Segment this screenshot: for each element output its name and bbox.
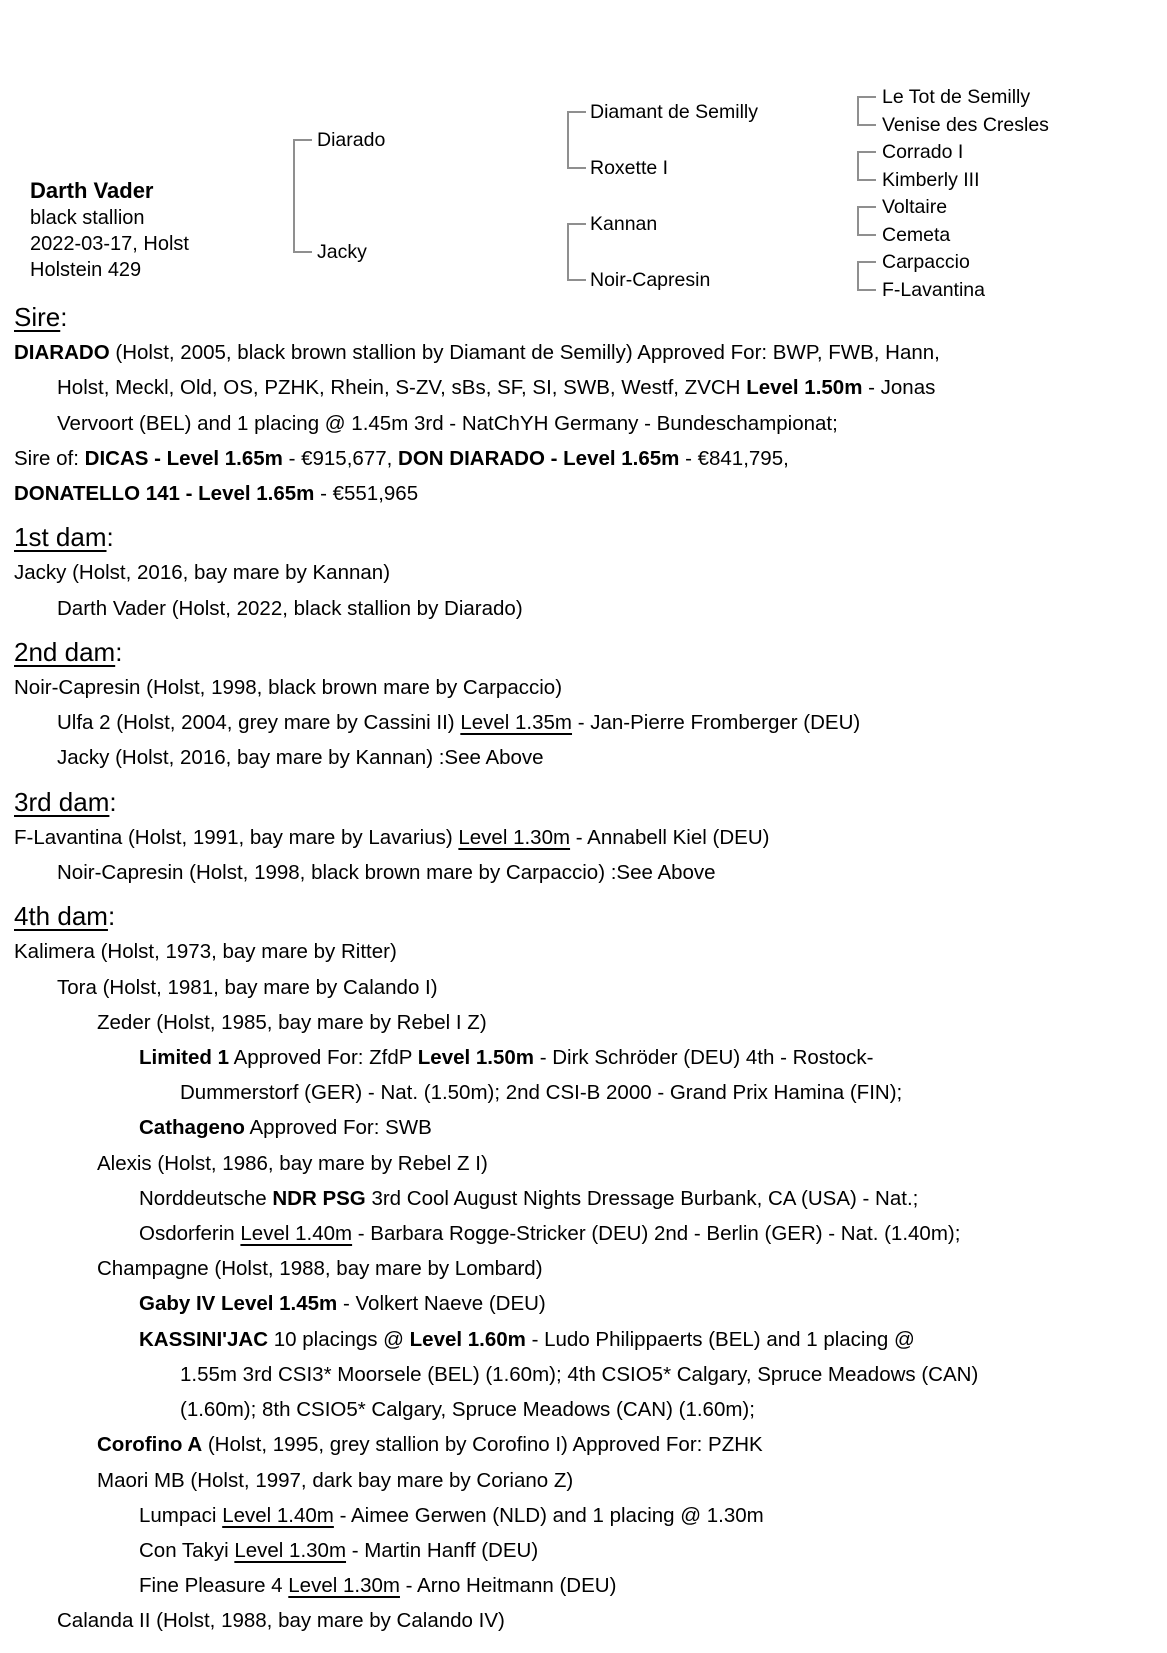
tree-bracket (857, 206, 876, 236)
section-heading (14, 785, 1164, 820)
text-run: KASSINI'JAC (139, 1327, 269, 1351)
subject-block (30, 176, 189, 283)
text-run: Dummerstorf (GER) - Nat. (1.50m); 2nd CSI-B 2000 - Grand Prix Hamina (FIN); (180, 1081, 903, 1105)
tree-bracket (567, 111, 586, 169)
text-run: - Annabell Kiel (DEU) (570, 825, 770, 849)
text-run: DIARADO (14, 341, 110, 365)
text-run: - €841,795, (679, 446, 789, 470)
body-line (14, 555, 1164, 590)
body-line (14, 406, 1164, 441)
text-run: Vervoort (BEL) and 1 placing @ 1.45m 3rd - NatChYH Germany - Bundeschampionat; (57, 411, 838, 435)
text-run: 3rd dam (14, 786, 110, 817)
text-run: Level 1.40m (222, 1503, 334, 1527)
text-run: - Aimee Gerwen (NLD) and 1 placing @ 1.30m (333, 1503, 764, 1527)
text-run: Level 1.40m (240, 1222, 353, 1246)
subject-registry: Holstein 429 (30, 259, 142, 281)
pedigree-tree (0, 0, 1167, 310)
tree-node: Roxette I (590, 157, 669, 179)
text-run: Kalimera (Holst, 1973, bay mare by Ritter) (14, 940, 397, 964)
body-line (14, 1603, 1164, 1638)
subject-name: Darth Vader (30, 178, 154, 203)
text-run: - Martin Hanff (DEU) (346, 1538, 539, 1562)
section-heading (14, 635, 1164, 670)
body-line (14, 970, 1164, 1005)
tree-node: Cemeta (882, 223, 951, 246)
text-run: 1.55m 3rd CSI3* Moorsele (BEL) (1.60m); 4th CSIO5* Calgary, Spruce Meadows (CAN) (180, 1362, 979, 1386)
text-run: (Holst, 1995, grey stallion by Corofino I) Approved For: PZHK (202, 1433, 763, 1457)
tree-node: Kannan (590, 213, 658, 235)
body-line (14, 820, 1164, 855)
text-run: NDR PSG (272, 1186, 366, 1210)
body-line (14, 1040, 1164, 1075)
tree-node: F-Lavantina (882, 278, 985, 301)
text-run: Level 1.30m (288, 1574, 400, 1598)
body-line (14, 370, 1164, 405)
tree-node: Kimberly III (882, 168, 980, 191)
text-run: Level 1.60m (409, 1327, 526, 1351)
tree-node: Venise des Cresles (882, 113, 1049, 136)
text-run: Osdorferin (139, 1222, 241, 1246)
tree-bracket (293, 139, 312, 253)
tree-node: Carpaccio (882, 251, 970, 273)
text-run: : (109, 786, 117, 817)
body-line (14, 705, 1164, 740)
tree-bracket (857, 261, 876, 291)
text-run: - Barbara Rogge-Stricker (DEU) 2nd - Berlin (GER) - Nat. (1.40m); (352, 1222, 961, 1246)
body-line (14, 441, 1164, 476)
text-run: Gaby IV Level 1.45m (139, 1292, 338, 1316)
body-line (14, 1005, 1164, 1040)
body-line (14, 1075, 1164, 1110)
body-line (14, 740, 1164, 775)
tree-bracket (857, 96, 876, 126)
text-run: Alexis (Holst, 1986, bay mare by Rebel Z I) (97, 1151, 488, 1175)
tree-bracket (857, 151, 876, 181)
text-run: Limited 1 (139, 1046, 229, 1070)
text-run: DICAS - Level 1.65m (84, 446, 283, 470)
text-run: Norddeutsche (139, 1186, 273, 1210)
section-heading (14, 520, 1164, 555)
text-run: DONATELLO 141 - Level 1.65m (14, 482, 315, 506)
body-line (14, 1146, 1164, 1181)
text-run: Approved For: SWB (244, 1116, 432, 1140)
text-run: - Jan-Pierre Fromberger (DEU) (572, 711, 861, 735)
tree-bracket (567, 223, 586, 281)
body-line (14, 1181, 1164, 1216)
text-run: Jacky (Holst, 2016, bay mare by Kannan) (14, 561, 391, 585)
body-line (14, 1251, 1164, 1286)
body-line (14, 1110, 1164, 1145)
tree-node: Noir-Capresin (590, 269, 711, 291)
section-heading (14, 300, 1164, 335)
text-run: Level 1.50m (746, 376, 863, 400)
tree-node: Diamant de Semilly (590, 101, 758, 123)
text-run: Maori MB (Holst, 1997, dark bay mare by Coriano Z) (97, 1468, 574, 1492)
text-run: - €551,965 (314, 482, 419, 506)
text-run: - Volkert Naeve (DEU) (337, 1292, 546, 1316)
text-run: : (115, 636, 123, 667)
body-line (14, 1322, 1164, 1357)
body-line (14, 1498, 1164, 1533)
text-run: Sire of: (14, 446, 85, 470)
text-run: 10 placings @ (268, 1327, 410, 1351)
text-run: Tora (Holst, 1981, bay mare by Calando I) (57, 975, 438, 999)
subject-birth: 2022-03-17, Holst (30, 233, 189, 255)
text-run: Corofino A (97, 1433, 203, 1457)
text-run: - Dirk Schröder (DEU) 4th - Rostock- (534, 1046, 874, 1070)
text-run: Level 1.30m (234, 1538, 347, 1562)
text-run: Level 1.30m (458, 825, 571, 849)
body-line (14, 855, 1164, 890)
text-run: (1.60m); 8th CSIO5* Calgary, Spruce Meadows (CAN) (1.60m); (180, 1398, 755, 1422)
text-run: (Holst, 2005, black brown stallion by Diamant de Semilly) Approved For: BWP, FWB, Hann, (109, 341, 940, 365)
body-line (14, 476, 1164, 511)
text-run: Calanda II (Holst, 1988, bay mare by Calando IV) (57, 1609, 505, 1633)
text-run: - €915,677, (282, 446, 399, 470)
text-run: Fine Pleasure 4 (139, 1574, 289, 1598)
text-run: Con Takyi (139, 1538, 235, 1562)
body-line (14, 591, 1164, 626)
tree-node: Jacky (317, 241, 367, 263)
body-line (14, 1568, 1164, 1603)
text-run: Champagne (Holst, 1988, bay mare by Lombard) (97, 1257, 543, 1281)
text-run: 2nd dam (14, 636, 116, 667)
body-line (14, 1463, 1164, 1498)
body-line (14, 1357, 1164, 1392)
text-run: DON DIARADO - Level 1.65m (398, 446, 680, 470)
subject-color-sex: black stallion (30, 207, 145, 229)
tree-node: Diarado (317, 129, 386, 151)
text-run: : (106, 522, 114, 553)
text-run: Noir-Capresin (Holst, 1998, black brown mare by Carpaccio) (14, 676, 563, 700)
text-run: - Arno Heitmann (DEU) (399, 1574, 617, 1598)
tree-node: Corrado I (882, 141, 964, 163)
text-run: 1st dam (14, 522, 107, 553)
section-heading (14, 899, 1164, 934)
tree-node: Voltaire (882, 196, 948, 218)
text-run: Darth Vader (Holst, 2022, black stallion by Diarado) (57, 596, 523, 620)
text-run: Ulfa 2 (Holst, 2004, grey mare by Cassini II) (57, 711, 461, 735)
body-line (14, 1533, 1164, 1568)
text-run: : (107, 901, 116, 932)
text-run: - Ludo Philippaerts (BEL) and 1 placing @ (525, 1327, 915, 1351)
text-run: Holst, Meckl, Old, OS, PZHK, Rhein, S-ZV, sBs, SF, SI, SWB, Westf, ZVCH (57, 376, 747, 400)
body-line (14, 1216, 1164, 1251)
text-run: - Jonas (862, 376, 936, 400)
body-line (14, 670, 1164, 705)
text-run: F-Lavantina (Holst, 1991, bay mare by Lavarius) (14, 825, 459, 849)
body-line (14, 335, 1164, 370)
tree-node: Le Tot de Semilly (882, 86, 1031, 108)
text-run: Level 1.35m (460, 711, 573, 735)
text-run: : (60, 302, 68, 332)
text-run: Sire (14, 302, 61, 332)
text-run: 4th dam (14, 901, 108, 932)
text-run: Lumpaci (139, 1503, 223, 1527)
text-run: Zeder (Holst, 1985, bay mare by Rebel I Z) (97, 1010, 487, 1034)
text-run: Jacky (Holst, 2016, bay mare by Kannan) :See Above (57, 746, 544, 770)
text-run: Level 1.50m (417, 1046, 535, 1070)
text-run: Noir-Capresin (Holst, 1998, black brown mare by Carpaccio) :See Above (57, 861, 716, 885)
body-line (14, 934, 1164, 969)
text-run: 3rd Cool August Nights Dressage Burbank, CA (USA) - Nat.; (365, 1186, 919, 1210)
body-line (14, 1286, 1164, 1321)
text-run: Approved For: ZfdP (229, 1046, 418, 1070)
pedigree-text (14, 291, 1164, 1639)
body-line (14, 1427, 1164, 1462)
body-line (14, 1392, 1164, 1427)
text-run: Cathageno (139, 1116, 245, 1140)
